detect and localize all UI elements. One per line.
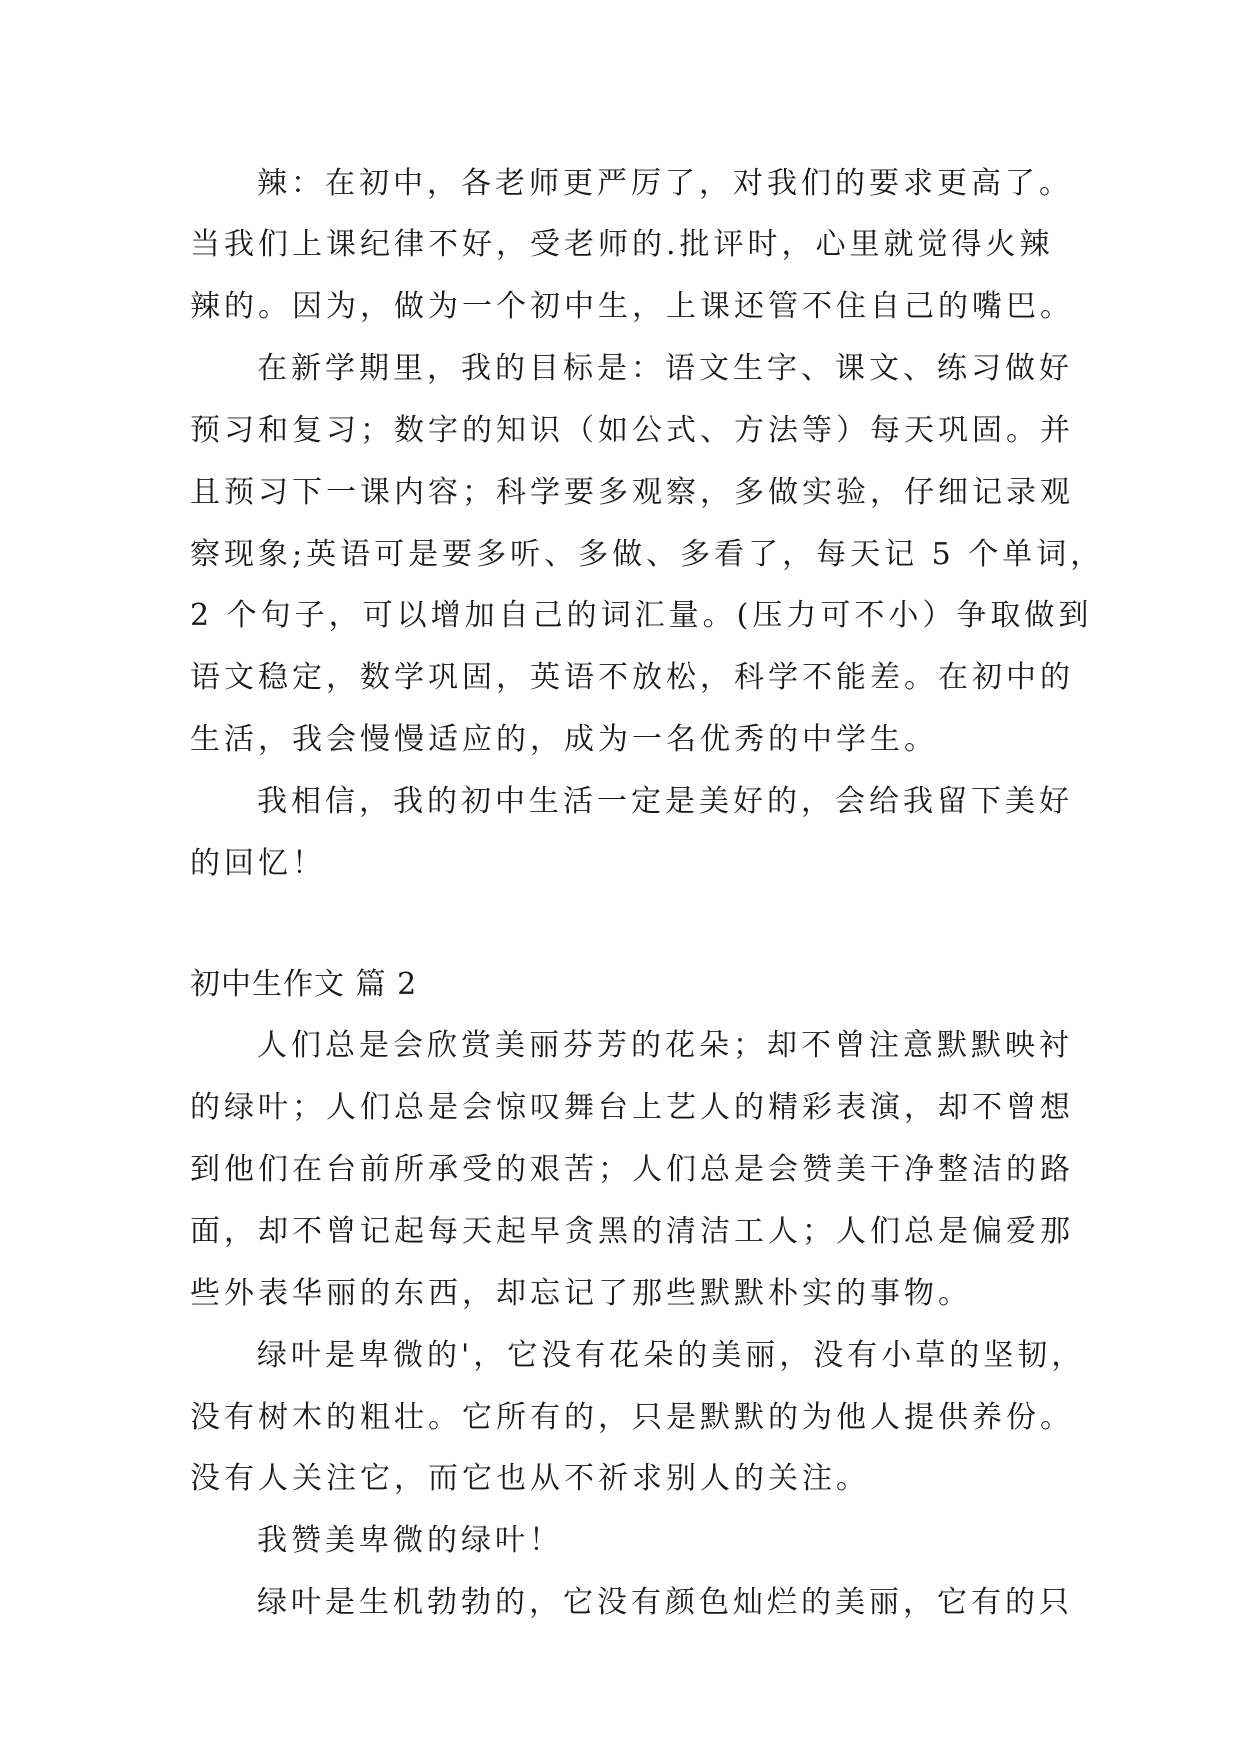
section-heading: 初中生作文 篇 2: [190, 967, 418, 1002]
text-line: 面，却不曾记起每天起早贪黑的清洁工人；人们总是偏爱那: [190, 1214, 1074, 1249]
text-line: 我赞美卑微的绿叶！: [257, 1523, 563, 1558]
text-line: 绿叶是卑微的'，它没有花朵的美丽，没有小草的坚韧，: [257, 1338, 1086, 1373]
text-line: 些外表华丽的东西，却忘记了那些默默朴实的事物。: [190, 1276, 972, 1311]
text-line: 的回忆！: [190, 846, 326, 881]
text-line: 2 个句子，可以增加自己的词汇量。(压力可不小）争取做到: [190, 598, 1093, 633]
text-line: 没有人关注它，而它也从不祈求别人的关注。: [190, 1461, 870, 1496]
text-line: 察现象;英语可是要多听、多做、多看了，每天记 5 个单词，: [190, 537, 1105, 572]
text-line: 到他们在台前所承受的艰苦；人们总是会赞美干净整洁的路: [190, 1152, 1074, 1187]
text-line: 我相信，我的初中生活一定是美好的，会给我留下美好: [257, 784, 1073, 819]
text-line: 辣：在初中，各老师更严厉了，对我们的要求更高了。: [257, 166, 1073, 201]
text-line: 当我们上课纪律不好，受老师的.批评时，心里就觉得火辣: [190, 227, 1054, 262]
text-line: 人们总是会欣赏美丽芬芳的花朵；却不曾注意默默映衬: [257, 1028, 1073, 1063]
text-line: 绿叶是生机勃勃的，它没有颜色灿烂的美丽，它有的只: [257, 1585, 1073, 1620]
text-line: 生活，我会慢慢适应的，成为一名优秀的中学生。: [190, 722, 938, 757]
text-line: 在新学期里，我的目标是：语文生字、课文、练习做好: [257, 351, 1073, 386]
text-line: 预习和复习；数字的知识（如公式、方法等）每天巩固。并: [190, 413, 1074, 448]
text-line: 没有树木的粗壮。它所有的，只是默默的为他人提供养份。: [190, 1400, 1074, 1435]
text-line: 的绿叶；人们总是会惊叹舞台上艺人的精彩表演，却不曾想: [190, 1090, 1074, 1125]
text-line: 语文稳定，数学巩固，英语不放松，科学不能差。在初中的: [190, 660, 1074, 695]
text-line: 辣的。因为，做为一个初中生，上课还管不住自己的嘴巴。: [190, 289, 1074, 324]
text-line: 且预习下一课内容；科学要多观察，多做实验，仔细记录观: [190, 475, 1074, 510]
